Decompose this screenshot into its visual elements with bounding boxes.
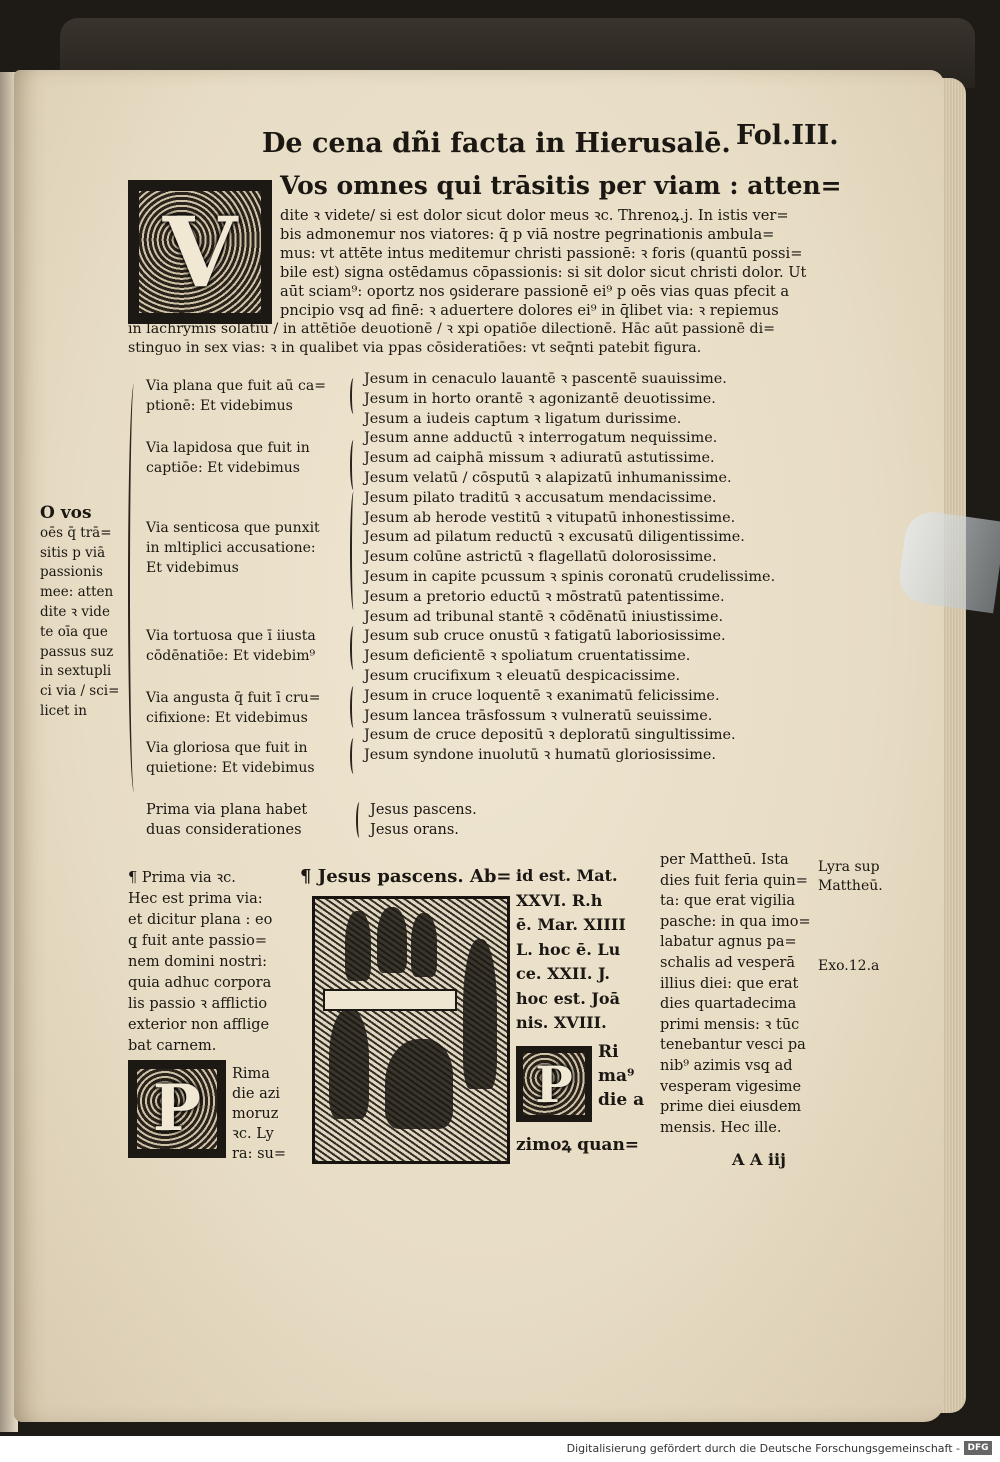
intro-line-2: dite ꝛ videte/ si est dolor sicut dolor meus ꝛc. Threnoꝝ.j. In istis ver=	[280, 207, 789, 224]
woodcut-last-supper-image	[312, 896, 510, 1164]
jesum-line: Jesum pilato traditū ꝛ accusatum mendacissime.	[364, 489, 717, 506]
side-note-line: in sextupli	[40, 663, 112, 680]
column-2-line: L. hoc ē. Lu	[516, 939, 621, 959]
via-lapidosa	[146, 438, 310, 478]
side-note-line: passus suz	[40, 643, 114, 660]
column-2-line: ma⁹	[598, 1066, 635, 1086]
jesum-line: Jesum in cenaculo lauantē ꝛ pascentē suauissime.	[364, 371, 727, 387]
column-3-line: pasche: in qua imo=	[660, 913, 811, 930]
column-3-line: nib⁹ azimis vsq̧ ad	[660, 1057, 793, 1074]
column-1-line: Rima	[232, 1066, 270, 1082]
via-line: Via gloriosa que fuit in	[146, 740, 308, 756]
jesum-line: Jesum de cruce depositū ꝛ deploratū singultissime.	[364, 727, 736, 744]
small-brace	[350, 492, 357, 610]
folio-number: Fol.III.	[736, 120, 839, 151]
column-2-initial-text	[598, 1040, 644, 1112]
side-note	[40, 504, 119, 722]
intro-line-7: pncipio vsq̧ ad finē: ꝛ aduertere dolores ei⁹ in q̄libet via: ꝛ repiemus	[280, 302, 779, 319]
decorated-initial-v: V	[128, 180, 272, 324]
intro-line-4: mus: vt attēte intus meditemur christi passionē: ꝛ foris (quantū possi=	[280, 245, 803, 262]
column-3-line: per Mattheū. Ista	[660, 852, 789, 868]
column-2-heading: ¶ Jesus pascens. Ab=	[300, 866, 512, 887]
via-line: captiōe: Et videbimus	[146, 460, 300, 476]
intro-line-9: stinguo in sex vias: ꝛ in qualibet via ppas cōsideratiōes: vt seq̄nti patebit figura.	[128, 340, 702, 356]
column-1-line: ꝛc. Ly	[232, 1126, 274, 1142]
via-line: cifixione: Et videbimus	[146, 710, 308, 726]
large-brace	[128, 384, 140, 792]
jesum-line: Jesum in horto orantē ꝛ agonizantē deuotissime.	[364, 390, 716, 407]
column-1-line: moruz	[232, 1106, 279, 1122]
column-3-line: primi mensis: ꝛ tūc	[660, 1016, 800, 1033]
prima-via-summary	[146, 800, 307, 840]
jesum-line: Jesum crucifixum ꝛ eleuatū despicacissime.	[364, 667, 681, 684]
column-2-line: nis. XVIII.	[516, 1013, 607, 1032]
jesum-line: Jesum in capite pcussum ꝛ spinis coronatū crudelissime.	[364, 568, 776, 585]
prima-via-items	[370, 800, 477, 840]
side-note-line: dite ꝛ vide	[40, 603, 110, 620]
footer-credit: Digitalisierung gefördert durch die Deutsche Forschungsgemeinschaft -	[566, 1442, 960, 1455]
glass-page-clip	[896, 509, 1000, 614]
column-1-line: Hec est prima via:	[128, 891, 263, 907]
via-gloriosa	[146, 738, 315, 778]
column-2-line: Ri	[598, 1042, 619, 1062]
via-line: ptionē: Et videbimus	[146, 398, 293, 414]
via-line: Via lapidosa que fuit in	[146, 440, 310, 456]
margin-note-lyra	[818, 858, 883, 896]
jesum-line: Jesum sub cruce onustū ꝛ fatigatū laboriosissime.	[364, 628, 726, 645]
column-3-line: dies fuit feria quin=	[660, 872, 808, 889]
jesum-line: Jesum velatū / cōsputū ꝛ alapizatū inhumanissime.	[364, 469, 732, 486]
margin-note-line: Lyra sup	[818, 859, 880, 875]
column-3-line: prime diei eiusdem	[660, 1099, 802, 1116]
decorated-initial-p-center: P	[516, 1046, 592, 1122]
jesum-line: Jesum colūne astrictū ꝛ flagellatū dolorosissime.	[364, 549, 717, 566]
small-brace	[350, 738, 357, 774]
small-brace	[350, 440, 357, 490]
column-2-references	[516, 864, 626, 1036]
prima-via-item: Jesus orans.	[370, 822, 459, 838]
side-note-line: O vos	[40, 503, 92, 523]
via-line: quietione: Et videbimus	[146, 760, 315, 776]
via-plana	[146, 376, 326, 416]
via-line: in mltiplici accusatione:	[146, 540, 316, 556]
side-note-line: ci via / sci=	[40, 683, 120, 700]
margin-note-exodus: Exo.12.a	[818, 958, 880, 974]
jesum-line: Jesum ad tribunal stantē ꝛ cōdēnatū iniustissime.	[364, 608, 724, 625]
dfg-logo: DFG	[964, 1441, 992, 1455]
via-line: Via angusta q̄ fuit ī cru=	[146, 690, 321, 706]
running-head-title: De cena dñi facta in Hierusalē.	[262, 128, 731, 159]
column-1-line: exterior non afflige	[128, 1017, 270, 1033]
via-senticosa	[146, 518, 320, 578]
side-note-line: sitis p viā	[40, 544, 106, 561]
jesum-line: Jesum deficientē ꝛ spoliatum cruentatissime.	[364, 648, 691, 665]
jesum-line: Jesum a iudeis captum ꝛ ligatum durissime.	[364, 410, 682, 427]
column-1-line: die azi	[232, 1086, 281, 1102]
via-line: cōdēnatiōe: Et videbim⁹	[146, 648, 316, 664]
column-2-line: id est. Mat.	[516, 866, 618, 885]
column-2-last-line: zimoꝝ quan=	[516, 1135, 640, 1155]
column-2-line: hoc est. Joā	[516, 988, 620, 1008]
column-1-line: bat carnem.	[128, 1038, 217, 1054]
prima-via-item: Jesus pascens.	[370, 802, 477, 818]
side-note-line: mee: atten	[40, 584, 114, 601]
jesum-line: Jesum syndone inuolutū ꝛ humatū gloriosissime.	[364, 747, 716, 764]
column-1-line: ¶ Prima via ꝛc.	[128, 870, 236, 886]
side-note-line: licet in	[40, 702, 87, 719]
jesum-line: Jesum anne adductū ꝛ interrogatum nequissime.	[364, 430, 718, 447]
jesum-list	[364, 370, 775, 766]
column-2-line: ē. Mar. XIIII	[516, 915, 626, 934]
jesum-line: Jesum ab herode vestitū ꝛ vitupatū inhonestissime.	[364, 509, 736, 526]
small-brace	[356, 802, 363, 838]
via-line: Via senticosa que punxit	[146, 520, 320, 536]
jesum-line: Jesum ad caiphā missum ꝛ adiuratū astutissime.	[364, 450, 715, 467]
column-1-line: q̧ fuit ante passio=	[128, 933, 267, 949]
column-1-line: ra: su=	[232, 1146, 286, 1162]
via-angusta	[146, 688, 320, 728]
column-3-line: schalis ad vesperā	[660, 954, 796, 971]
small-brace	[350, 686, 357, 728]
column-3-line: dies quartadecima	[660, 996, 797, 1013]
column-1-initial-text	[232, 1064, 286, 1164]
prima-via-line: duas considerationes	[146, 822, 302, 838]
column-1-line: et dicitur plana : eo	[128, 912, 273, 928]
column-1-text	[128, 868, 272, 1057]
column-3-line: mensis. Hec ille.	[660, 1119, 782, 1136]
column-1-line: lis passio ꝛ afflictio	[128, 996, 268, 1012]
column-3-line: vesperam vigesime	[660, 1078, 802, 1095]
column-1-line: quia adhuc corpora	[128, 975, 272, 991]
jesum-line: Jesum a pretorio eductū ꝛ mōstratū patentissime.	[364, 588, 725, 605]
column-1-line: nem domini nostri:	[128, 954, 268, 970]
jesum-line: Jesum ad pilatum reductū ꝛ excusatū diligentissime.	[364, 529, 745, 546]
column-3-text	[660, 850, 811, 1138]
column-2-line: XXVI. R.h	[516, 890, 603, 910]
small-brace	[350, 626, 357, 670]
signature-mark: A A iij	[732, 1150, 786, 1169]
prima-via-line: Prima via plana habet	[146, 802, 308, 818]
column-3-line: illius diei: que erat	[660, 975, 799, 992]
column-2-line: ce. XXII. J.	[516, 964, 610, 983]
column-2-line: die a	[598, 1090, 645, 1110]
jesum-line: Jesum lancea trāsfossum ꝛ vulneratū seuissime.	[364, 707, 713, 724]
via-line: Via tortuosa que ī iiusta	[146, 628, 316, 644]
column-3-line: tenebantur vesci pa	[660, 1037, 806, 1054]
intro-line-1: Vos omnes qui trāsitis per viam : atten=	[280, 171, 842, 200]
via-tortuosa	[146, 626, 316, 666]
column-3-line: labatur agnus pa=	[660, 934, 797, 951]
small-brace	[350, 378, 357, 414]
column-3-line: ta: que erat vigilia	[660, 893, 796, 910]
side-note-line: oēs q̄ trā=	[40, 524, 112, 541]
intro-line-5: bile est) signa ostēdamus cōpassionis: si sit dolor sicut christi dolor. Ut	[280, 264, 807, 281]
side-note-line: te oīa que	[40, 623, 108, 640]
jesum-line: Jesum in cruce loquentē ꝛ exanimatū felicissime.	[364, 687, 720, 704]
side-note-line: passionis	[40, 564, 103, 581]
margin-note-line: Mattheū.	[818, 878, 883, 894]
intro-line-8: in lachrymis solatiū / in attētiōe deuotionē / ꝛ xpi opatiōe dilectionē. Hāc aūt passionē di=	[128, 321, 776, 337]
via-line: Et videbimus	[146, 560, 239, 576]
via-line: Via plana que fuit aū ca=	[146, 378, 326, 394]
intro-line-3: bis admonemur nos viatores: q̄ p viā nostre pegrinationis ambula=	[280, 226, 775, 243]
decorated-initial-p-left: P	[128, 1060, 226, 1158]
intro-line-6: aūt sciam⁹: oportz nos ꝯsiderare passionē ei⁹ p oēs vias quas pfecit a	[280, 283, 790, 300]
